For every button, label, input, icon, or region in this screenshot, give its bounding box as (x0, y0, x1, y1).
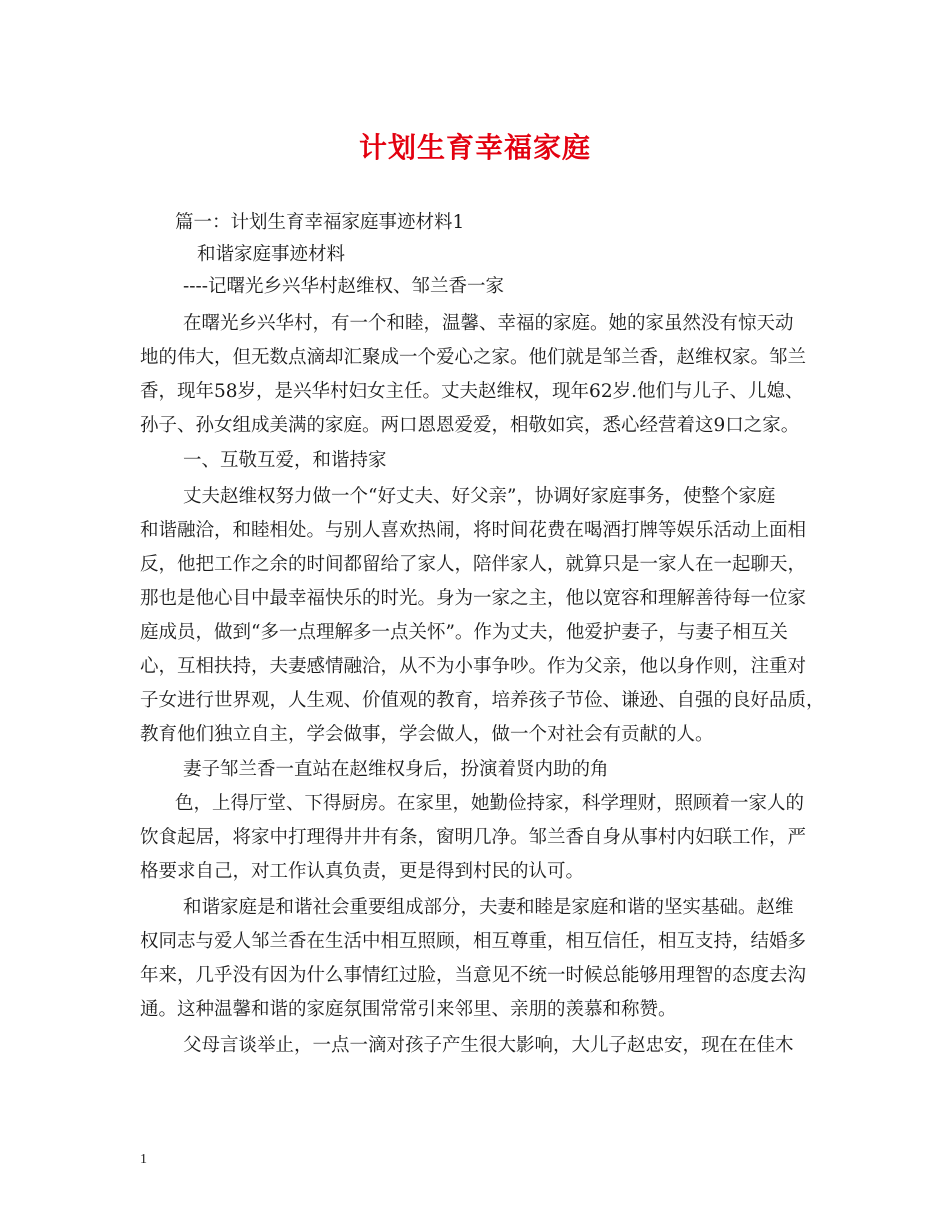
paragraph-line: 反，他把工作之余的时间都留给了家人，陪伴家人，就算只是一家人在一起聊天， (140, 554, 807, 575)
document-title: 计划生育幸福家庭 (358, 131, 591, 164)
subtitle-byline: ----记曙光乡兴华村赵维权、邹兰香一家 (183, 276, 505, 297)
paragraph-line: 孙子、孙女组成美满的家庭。两口恩恩爱爱，相敬如宾，悉心经营着这9口之家。 (140, 415, 800, 436)
section-heading: 篇一：计划生育幸福家庭事迹材料1 (175, 212, 465, 233)
paragraph-line: 心，互相扶持，夫妻感情融洽，从不为小事争吵。作为父亲，他以身作则，注重对 (140, 656, 807, 677)
paragraph-line: 地的伟大，但无数点滴却汇聚成一个爱心之家。他们就是邹兰香，赵维权家。邹兰 (140, 347, 807, 368)
paragraph-line: 饮食起居，将家中打理得井井有条，窗明几净。邹兰香自身从事村内妇联工作，严 (140, 827, 807, 848)
page-number: 1 (140, 1152, 147, 1167)
paragraph-line: 子女进行世界观，人生观、价值观的教育，培养孩子节俭、谦逊、自强的良好品质， (140, 690, 825, 711)
paragraph-line: 和谐家庭是和谐社会重要组成部分，夫妻和睦是家庭和谐的坚实基础。赵维 (183, 897, 794, 918)
paragraph-line: 父母言谈举止，一点一滴对孩子产生很大影响，大儿子赵忠安，现在在佳木 (183, 1035, 794, 1056)
paragraph-line: 年来，几乎没有因为什么事情红过脸，当意见不统一时候总能够用理智的态度去沟 (140, 965, 807, 986)
paragraph-line: 妻子邹兰香一直站在赵维权身后，扮演着贤内助的角 (183, 759, 609, 780)
paragraph-line: 权同志与爱人邹兰香在生活中相互照顾，相互尊重，相互信任，相互支持，结婚多 (140, 931, 807, 952)
paragraph-line: 格要求自己，对工作认真负责，更是得到村民的认可。 (140, 861, 585, 882)
paragraph-line: 教育他们独立自主，学会做事，学会做人，做一个对社会有贡献的人。 (140, 724, 714, 745)
paragraph-line: 香，现年58岁，是兴华村妇女主任。丈夫赵维权，现年62岁.他们与儿子、儿媳、 (140, 381, 804, 402)
subtitle: 和谐家庭事迹材料 (197, 244, 346, 265)
paragraph-line: 和谐融洽，和睦相处。与别人喜欢热闹，将时间花费在喝酒打牌等娱乐活动上面相 (140, 520, 807, 541)
paragraph-line: 那也是他心目中最幸福快乐的时光。身为一家之主，他以宽容和理解善待每一位家 (140, 588, 807, 609)
paragraph-line: 丈夫赵维权努力做一个“好丈夫、好父亲”，协调好家庭事务，使整个家庭 (183, 486, 776, 507)
paragraph-line: 色，上得厅堂、下得厨房。在家里，她勤俭持家，科学理财，照顾着一家人的 (175, 793, 805, 814)
paragraph-line: 在曙光乡兴华村，有一个和睦，温馨、幸福的家庭。她的家虽然没有惊天动 (183, 313, 794, 334)
paragraph-line: 通。这种温馨和谐的家庭氛围常常引来邻里、亲朋的羡慕和称赞。 (140, 999, 677, 1020)
paragraph-line: 庭成员，做到“多一点理解多一点关怀”。作为丈夫，他爱护妻子，与妻子相互关 (140, 622, 788, 643)
section-subheading: 一、互敬互爱，和谐持家 (183, 450, 387, 471)
